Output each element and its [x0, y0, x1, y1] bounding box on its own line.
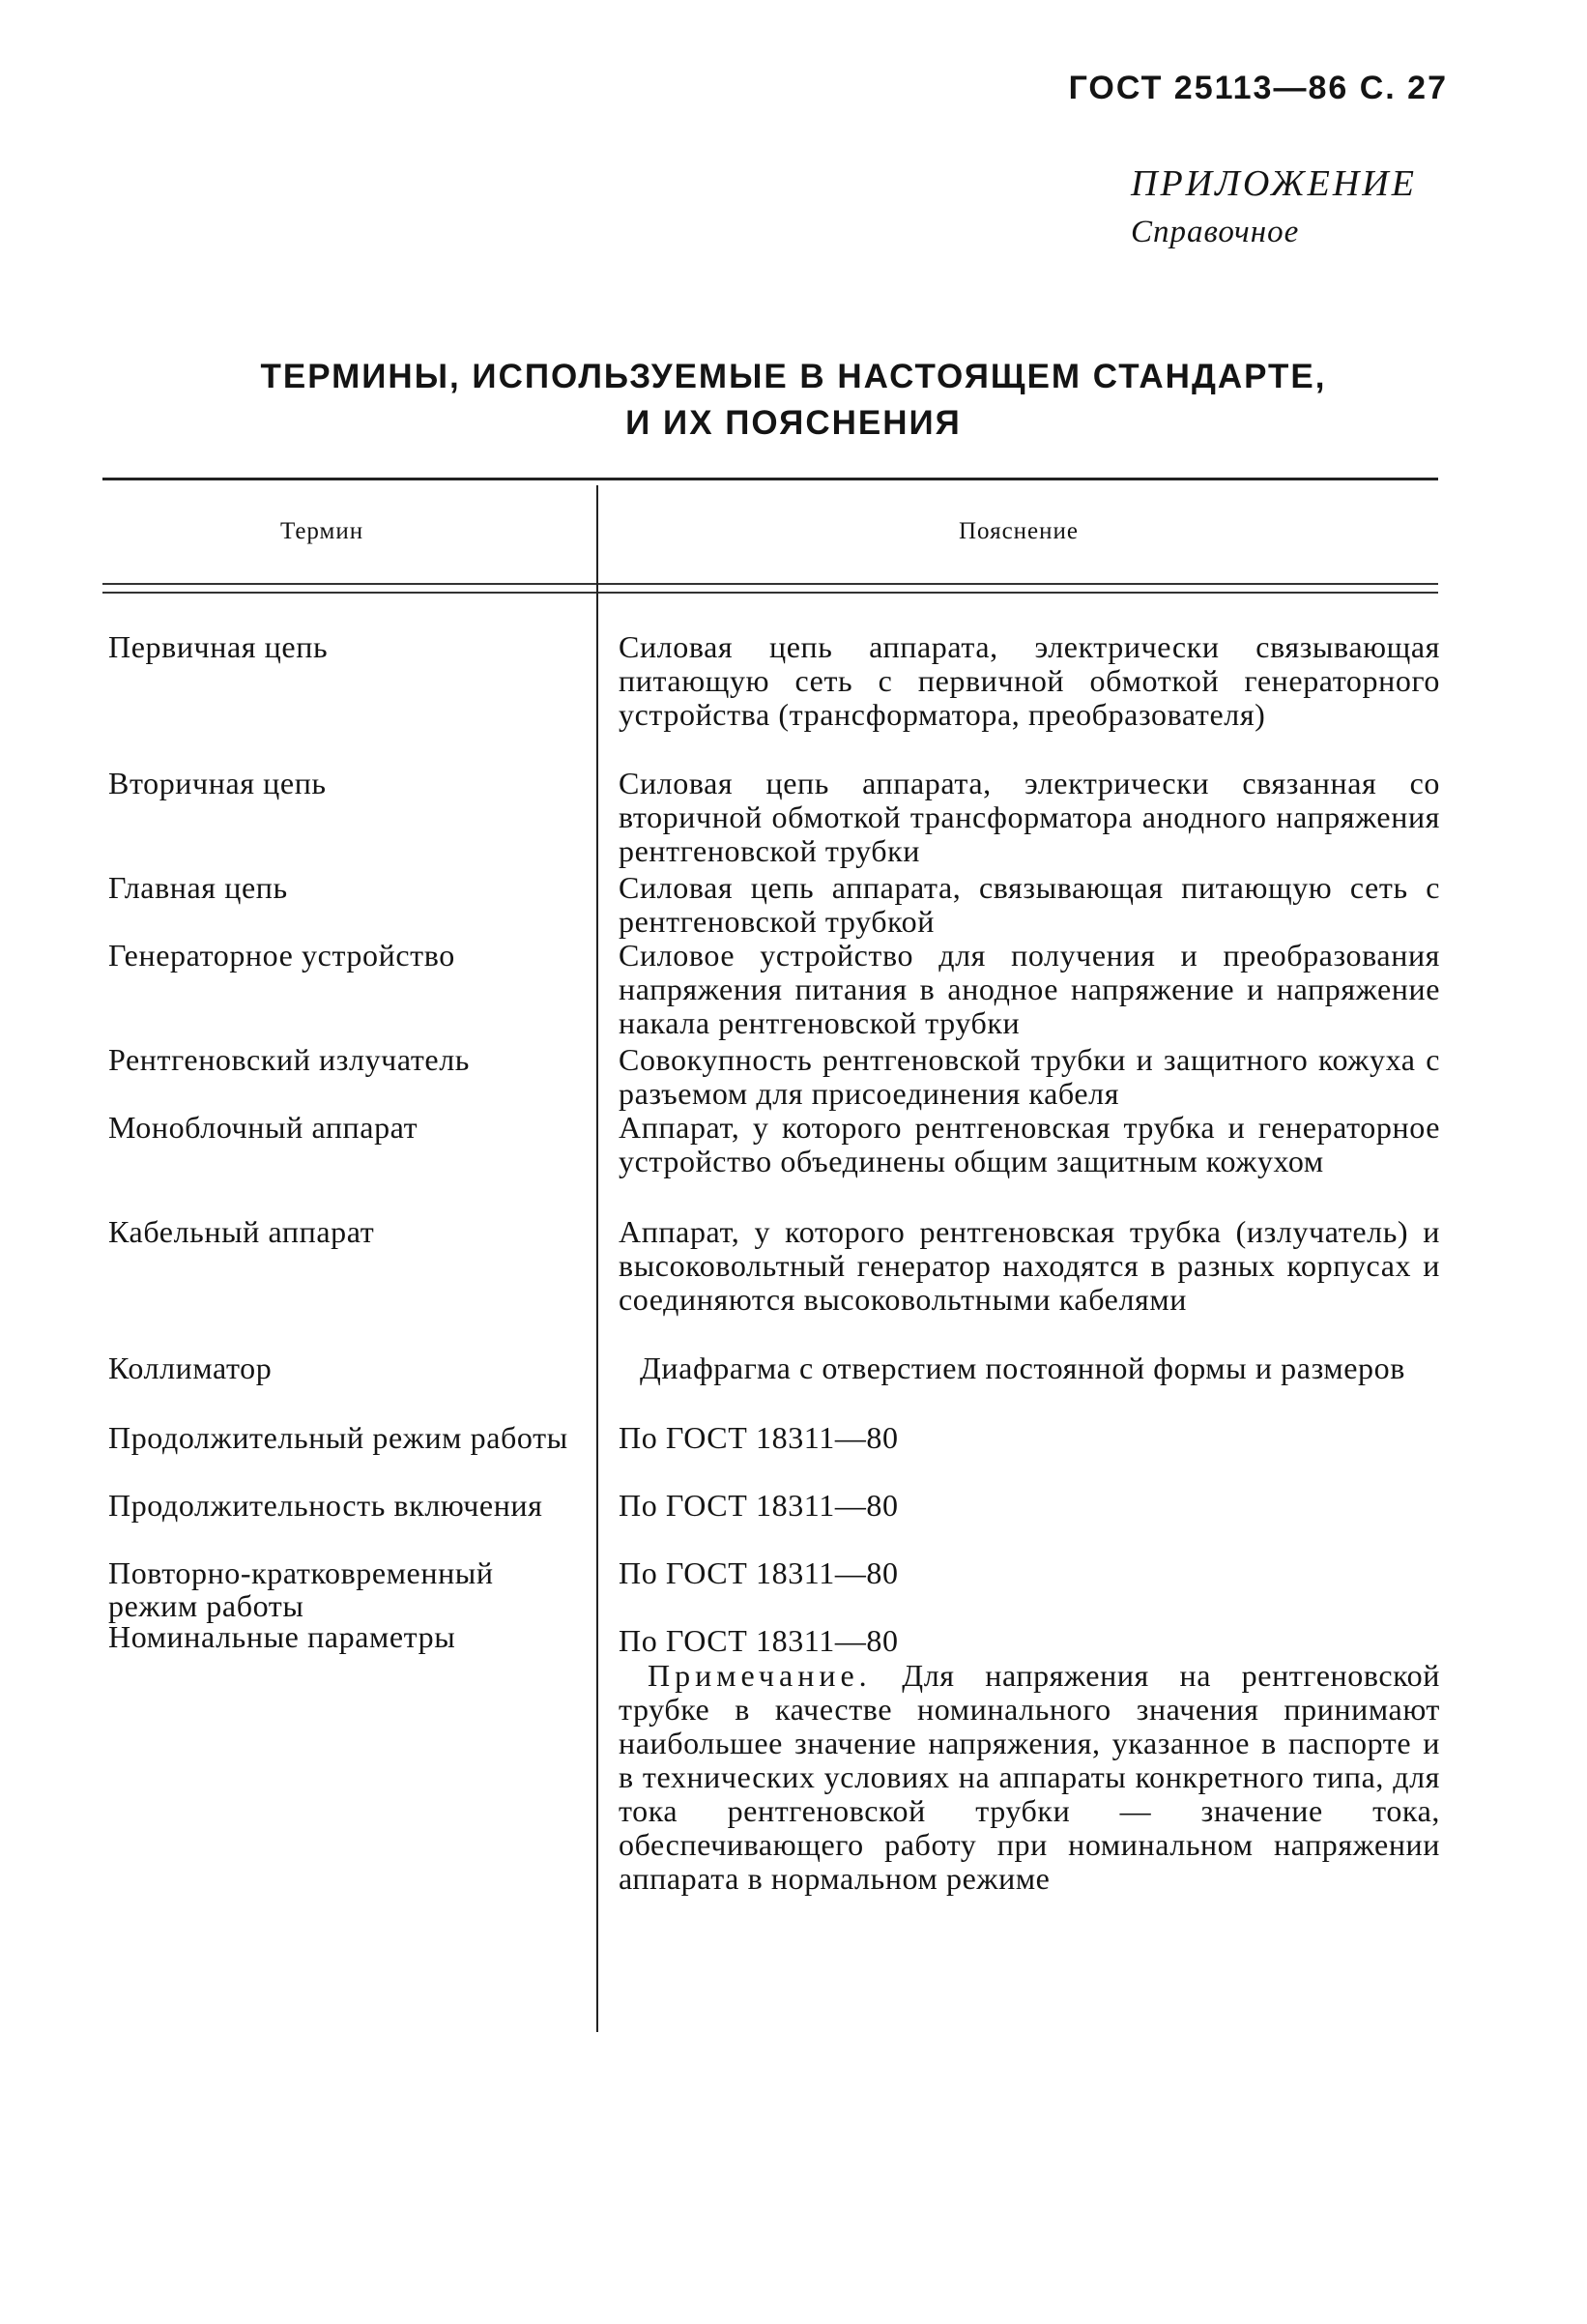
explanation-cell: По ГОСТ 18311—80	[619, 1420, 899, 1455]
table-column-divider	[596, 485, 598, 2032]
note-text: Для напряжения на рентгеновской трубке в качестве номинального значения принимают наибольшее значение напряжения, указанное в паспорте и в технических условиях на аппараты конкретного типа, для тока рентгеновской трубки — значение тока, обеспечивающего работу при номинальном напряжении аппарата в нормальном режиме	[619, 1658, 1440, 1896]
term-cell: Коллиматор	[108, 1351, 273, 1385]
term-cell: Вторичная цепь	[108, 766, 327, 800]
document-title-line-2: И ИХ ПОЯСНЕНИЯ	[625, 404, 962, 442]
explanation-cell: Диафрагма с отверстием постоянной формы и размеров	[640, 1351, 1405, 1385]
document-title-line-1: ТЕРМИНЫ, ИСПОЛЬЗУЕМЫЕ В НАСТОЯЩЕМ СТАНДАРТЕ,	[260, 358, 1327, 395]
document-title	[0, 354, 1587, 447]
term-cell: Кабельный аппарат	[108, 1214, 375, 1249]
term-cell: Генераторное устройство	[108, 938, 455, 973]
explanation-cell: Силовая цепь аппарата, связывающая питающую сеть с рентгеновской трубкой	[619, 870, 1440, 939]
explanation-cell: Силовая цепь аппарата, электрически связанная со вторичной обмоткой трансформатора анодного напряжения рентгеновской трубки	[619, 766, 1440, 868]
term-cell: Повторно-кратковременный режим работы	[108, 1555, 494, 1623]
column-header-explanation: Пояснение	[959, 518, 1080, 544]
table-note	[619, 1659, 1440, 1896]
term-cell: Номинальные параметры	[108, 1619, 456, 1654]
table-header-rule	[102, 583, 1438, 585]
table-top-rule	[102, 478, 1438, 480]
term-cell: Продолжительный режим работы	[108, 1420, 568, 1455]
explanation-cell: Силовое устройство для получения и преобразования напряжения питания в анодное напряжение и напряжение накала рентгеновской трубки	[619, 938, 1440, 1040]
term-cell: Моноблочный аппарат	[108, 1110, 418, 1145]
term-cell: Продолжительность включения	[108, 1488, 543, 1523]
appendix-label: ПРИЛОЖЕНИЕ	[1131, 163, 1417, 204]
column-header-term: Термин	[280, 518, 364, 544]
table-header-rule-double	[102, 592, 1438, 594]
page-header: ГОСТ 25113—86 С. 27	[1068, 70, 1448, 106]
note-label: Примечание.	[648, 1658, 872, 1693]
explanation-cell: По ГОСТ 18311—80	[619, 1623, 899, 1658]
term-cell: Рентгеновский излучатель	[108, 1042, 470, 1077]
term-cell: Первичная цепь	[108, 629, 329, 664]
term-cell: Главная цепь	[108, 870, 288, 905]
explanation-cell: Совокупность рентгеновской трубки и защитного кожуха с разъемом для присоединения кабеля	[619, 1042, 1440, 1111]
explanation-cell: Силовая цепь аппарата, электрически связывающая питающую сеть с первичной обмоткой генераторного устройства (трансформатора, преобразователя)	[619, 629, 1440, 732]
explanation-cell: Аппарат, у которого рентгеновская трубка и генераторное устройство объединены общим защитным кожухом	[619, 1110, 1440, 1178]
explanation-cell: По ГОСТ 18311—80	[619, 1555, 899, 1590]
explanation-cell: Аппарат, у которого рентгеновская трубка (излучатель) и высоковольтный генератор находятся в разных корпусах и соединяются высоковольтными кабелями	[619, 1214, 1440, 1317]
explanation-cell: По ГОСТ 18311—80	[619, 1488, 899, 1523]
appendix-type: Справочное	[1131, 215, 1300, 249]
